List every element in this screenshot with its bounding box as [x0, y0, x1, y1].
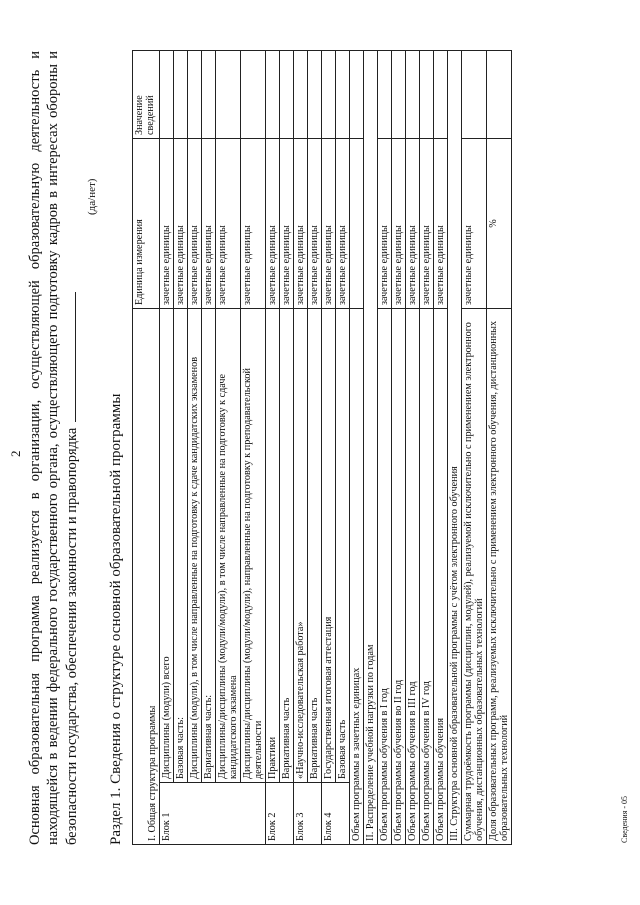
value-cell[interactable]	[378, 51, 392, 139]
value-cell[interactable]	[322, 51, 336, 139]
table-row	[266, 51, 280, 845]
row-text: Объем программы в зачетных единицах	[350, 309, 364, 845]
row-unit: зачетные единицы	[392, 139, 406, 309]
structure-table	[132, 50, 512, 845]
row-text: Вариативная часть	[280, 309, 294, 783]
row-unit: зачетные единицы	[434, 139, 448, 309]
row-unit: зачетные единицы	[266, 139, 280, 309]
table-row	[336, 51, 350, 845]
section-title: Раздел 1. Сведения о структуре основной образовательной программы	[108, 393, 124, 845]
table-row	[322, 51, 336, 845]
value-cell[interactable]	[216, 51, 241, 139]
table-row	[202, 51, 216, 845]
row-unit: зачетные единицы	[336, 139, 350, 309]
value-cell[interactable]	[280, 51, 294, 139]
yes-no-answer-field[interactable]	[62, 292, 76, 422]
value-cell[interactable]	[487, 51, 512, 139]
header-structure: I. Общая структура программы	[133, 309, 160, 845]
block4-label: Блок 4	[322, 783, 350, 845]
header-value: Значение сведений	[133, 51, 160, 139]
table-row	[487, 51, 512, 845]
block2-label: Блок 2	[266, 783, 294, 845]
table-row	[392, 51, 406, 845]
row-unit: зачетные единицы	[294, 139, 308, 309]
table-row	[462, 51, 487, 845]
row-unit: зачетные единицы	[280, 139, 294, 309]
table-header-row	[133, 51, 160, 845]
value-cell[interactable]	[406, 51, 420, 139]
table-row	[294, 51, 308, 845]
row-text: Суммарная трудоёмкость программы (дисциплин, модулей), реализуемой исключительно с применением электронного обучения, дистанционных образовательных технологий	[462, 309, 487, 845]
row-unit: зачетные единицы	[462, 139, 487, 309]
table-row	[174, 51, 188, 845]
value-cell[interactable]	[241, 51, 266, 139]
value-cell[interactable]	[266, 51, 280, 139]
row-text: Объем программы обучения в IV год	[420, 309, 434, 845]
row-text: Дисциплины (модули) всего	[160, 309, 174, 783]
footer-note: Сведения - 05	[620, 795, 629, 843]
row-unit: зачетные единицы	[378, 139, 392, 309]
row-text: «Научно-исследовательская работа»	[294, 309, 308, 783]
value-cell[interactable]	[392, 51, 406, 139]
row-unit: %	[487, 139, 512, 309]
row-text: Практики	[266, 309, 280, 783]
value-cell[interactable]	[294, 51, 308, 139]
row-unit: зачетные единицы	[241, 139, 266, 309]
table-row	[434, 51, 448, 845]
row-unit: зачетные единицы	[420, 139, 434, 309]
row-unit: зачетные единицы	[160, 139, 174, 309]
row-text: Дисциплины (модули), в том числе направленные на подготовку к сдаче кандидатских экзаменов	[188, 309, 202, 783]
section2-header: II. Распределение учебной нагрузки по годам	[364, 51, 378, 845]
value-cell[interactable]	[336, 51, 350, 139]
row-text: Объем программы обучения во II год	[392, 309, 406, 845]
block1-label: Блок 1	[160, 783, 266, 845]
row-text: Базовая часть	[336, 309, 350, 783]
row-text: Объем программы обучения	[434, 309, 448, 845]
section3-header: III. Структура основной образовательной программы с учётом электронного обучения	[448, 51, 462, 845]
row-unit	[350, 139, 364, 309]
value-cell[interactable]	[462, 51, 487, 139]
table-row	[280, 51, 294, 845]
row-text: Дисциплины/дисциплины (модули/модули), направленные на подготовку к преподавательской деятельности	[241, 309, 266, 783]
intro-paragraph	[26, 51, 81, 845]
header-unit: Единица измерения	[133, 139, 160, 309]
row-text: Вариативная часть	[308, 309, 322, 783]
section-header-row	[364, 51, 378, 845]
row-unit: зачетные единицы	[202, 139, 216, 309]
table-row	[308, 51, 322, 845]
row-unit: зачетные единицы	[322, 139, 336, 309]
row-unit: зачетные единицы	[308, 139, 322, 309]
row-unit: зачетные единицы	[406, 139, 420, 309]
value-cell[interactable]	[434, 51, 448, 139]
row-unit: зачетные единицы	[188, 139, 202, 309]
yes-no-hint: (да/нет)	[86, 178, 98, 215]
page-number: 2	[8, 450, 23, 457]
row-text: Дисциплины/дисциплины (модули/модули), в том числе направленные на подготовку к сдаче кандидатского экзамена	[216, 309, 241, 783]
value-cell[interactable]	[160, 51, 174, 139]
value-cell[interactable]	[308, 51, 322, 139]
value-cell[interactable]	[420, 51, 434, 139]
row-text: Базовая часть:	[174, 309, 188, 783]
table-row	[378, 51, 392, 845]
block3-label: Блок 3	[294, 783, 322, 845]
value-cell[interactable]	[202, 51, 216, 139]
row-text: Вариативная часть:	[202, 309, 216, 783]
table-row	[406, 51, 420, 845]
row-text: Государственная итоговая аттестация	[322, 309, 336, 783]
section-header-row	[448, 51, 462, 845]
intro-text: Основная образовательная программа реализуется в организации, осуществляющей образовательную деятельность и находящейся в ведении федерального государственного органа, осуществляющего подготовку кадров в интересах обороны и безопасности государства, обеспечения законности и правопорядка	[27, 51, 80, 845]
row-unit: зачетные единицы	[216, 139, 241, 309]
value-cell[interactable]	[174, 51, 188, 139]
row-text: Доля образовательных программ, реализуемых исключительно с применением электронного обучения, дистанционных образовательных технологий	[487, 309, 512, 845]
table-row	[160, 51, 174, 845]
value-cell[interactable]	[350, 51, 364, 139]
table-row	[216, 51, 241, 845]
row-text: Объем программы обучения в III год	[406, 309, 420, 845]
value-cell[interactable]	[188, 51, 202, 139]
table-row	[350, 51, 364, 845]
row-text: Объем программы обучения в I год	[378, 309, 392, 845]
row-unit: зачетные единицы	[174, 139, 188, 309]
table-row	[241, 51, 266, 845]
table-row	[188, 51, 202, 845]
table-row	[420, 51, 434, 845]
